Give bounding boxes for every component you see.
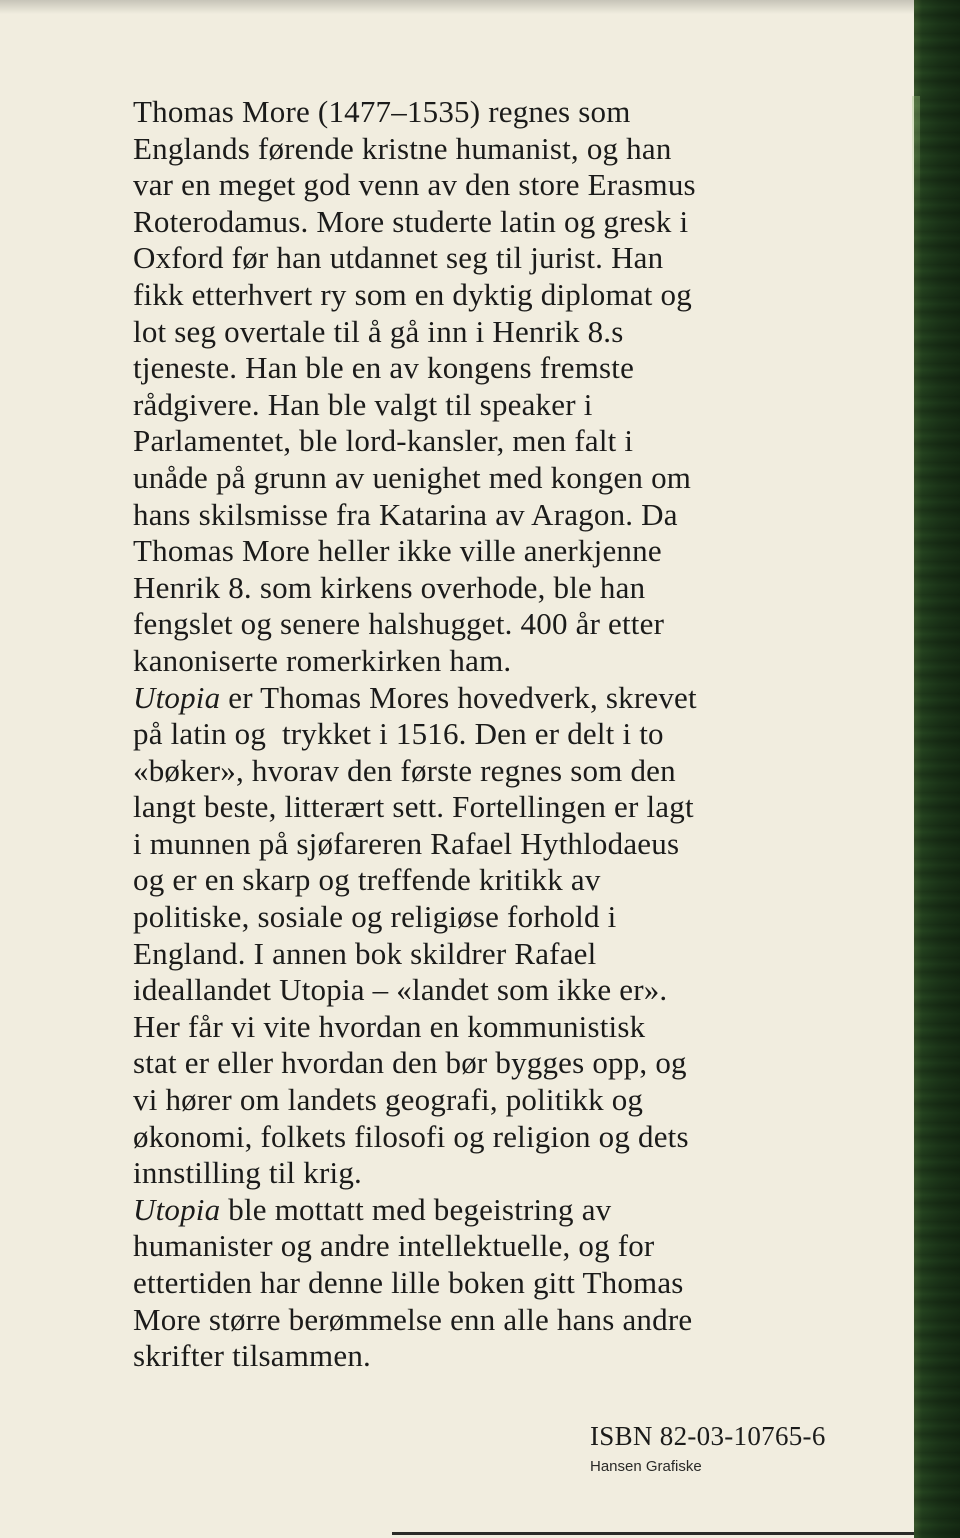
text-line: stat er eller hvordan den bør bygges opp, og (133, 1045, 687, 1081)
text-line: politiske, sosiale og religiøse forhold i (133, 899, 617, 935)
text-line: i munnen på sjøfareren Rafael Hythlodaeus (133, 825, 680, 861)
text-line: Roterodamus. More studerte latin og gresk i (133, 203, 689, 239)
text-line: Parlamentet, ble lord-kansler, men falt i (133, 423, 634, 459)
text-line: Henrik 8. som kirkens overhode, ble han (133, 569, 646, 605)
scan-shadow-top (0, 0, 960, 14)
text-line: Her får vi vite hvordan en kommunistisk (133, 1008, 646, 1044)
text-line: Utopia ble mottatt med begeistring av (133, 1191, 612, 1227)
text-line: ettertiden har denne lille boken gitt Thomas (133, 1265, 684, 1300)
text-line: på latin og trykket i 1516. Den er delt i to (133, 716, 664, 752)
text-line: Thomas More heller ikke ville anerkjenne (133, 533, 662, 569)
text-line: unåde på grunn av uenighet med kongen om (133, 459, 692, 495)
text-line: hans skilsmisse fra Katarina av Aragon. Da (133, 496, 678, 532)
text-line: vi hører om landets geografi, politikk og (133, 1082, 644, 1118)
book-spine-edge (914, 0, 960, 1538)
text-line: tjeneste. Han ble en av kongens fremste (133, 350, 635, 386)
text-line: Utopia er Thomas Mores hovedverk, skrevet (133, 679, 697, 715)
italic-book-title: Utopia (133, 679, 221, 715)
text-line: kanoniserte romerkirken ham. (133, 642, 512, 678)
text-line: Thomas More (1477–1535) regnes som (133, 94, 631, 129)
back-cover-text (133, 94, 853, 1375)
text-line: langt beste, litterært sett. Fortellingen er lagt (133, 789, 694, 825)
text-line: lot seg overtale til å gå inn i Henrik 8.s (133, 313, 624, 349)
text-line: «bøker», hvorav den første regnes som den (133, 752, 676, 788)
italic-book-title: Utopia (133, 1191, 221, 1227)
text-line: Oxford før han utdannet seg til jurist. Han (133, 240, 664, 276)
footer (590, 1421, 826, 1475)
text-line: økonomi, folkets filosofi og religion og dets (133, 1118, 689, 1154)
text-line: humanister og andre intellektuelle, og for (133, 1228, 655, 1264)
text-line: skrifter tilsammen. (133, 1338, 371, 1374)
text-line: Englands førende kristne humanist, og han (133, 130, 672, 166)
isbn-number: ISBN 82-03-10765-6 (590, 1421, 826, 1451)
text-line: rådgivere. Han ble valgt til speaker i (133, 386, 593, 422)
text-line: og er en skarp og treffende kritikk av (133, 862, 601, 898)
text-line: innstilling til krig. (133, 1155, 362, 1191)
spine-highlight (912, 96, 920, 216)
text-line: England. I annen bok skildrer Rafael (133, 935, 597, 971)
text-line: fengslet og senere halshugget. 400 år etter (133, 606, 665, 642)
text-line: More større berømmelse enn alle hans andre (133, 1301, 693, 1337)
text-line: var en meget god venn av den store Erasmus (133, 167, 696, 203)
printer-credit: Hansen Grafiske (590, 1458, 702, 1475)
text-line: ideallandet Utopia – «landet som ikke er». (133, 972, 668, 1008)
text-line: fikk etterhvert ry som en dyktig diplomat og (133, 276, 692, 312)
scan-edge-bottom (392, 1532, 914, 1535)
